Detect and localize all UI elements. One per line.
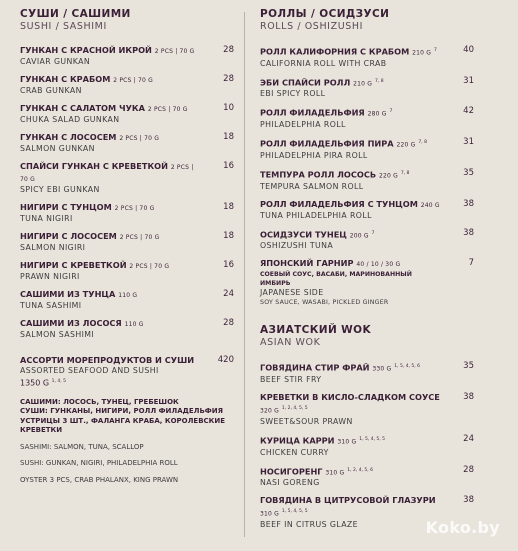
menu-item bbox=[20, 161, 234, 195]
menu-item bbox=[20, 103, 234, 125]
item-english-name: OSHIZUSHI TUNA bbox=[260, 241, 334, 251]
desc-en-1: SASHIMI: SALMON, TUNA, SCALLOP bbox=[20, 442, 144, 451]
item-weight: 2 PCS | 70 G bbox=[113, 77, 153, 84]
item-name: ГУНКАН С КРАСНОЙ ИКРОЙ 2 PCS | 70 G bbox=[20, 45, 195, 55]
item-english-name: TUNA NIGIRI bbox=[20, 214, 73, 223]
platter-item bbox=[20, 355, 234, 390]
item-price: 35 bbox=[463, 361, 474, 372]
item-english-name: TEMPURA SALMON ROLL bbox=[260, 181, 364, 191]
item-english-name: BEEF IN CITRUS GLAZE bbox=[260, 520, 358, 530]
item-price: 24 bbox=[463, 433, 474, 444]
item-english-name: BEEF STIR FRY bbox=[260, 375, 322, 385]
item-price: 16 bbox=[223, 260, 234, 270]
item-price: 18 bbox=[223, 231, 234, 241]
left-column bbox=[20, 8, 234, 485]
watermark-logo: Koko.by bbox=[425, 518, 500, 537]
item-name: ТЕМПУРА РОЛЛ ЛОСОСЬ 220 G $^{7, 8}$ bbox=[260, 169, 410, 180]
item-description-ru: СОЕВЫЙ СОУС, ВАСАБИ, МАРИНОВАННЫЙ ИМБИРЬ bbox=[260, 271, 412, 288]
item-english-name: TUNA PHILADELPHIA ROLL bbox=[260, 210, 372, 220]
item-name: САШИМИ ИЗ ЛОСОСЯ 110 G bbox=[20, 318, 144, 328]
platter-price: 420 bbox=[217, 355, 234, 365]
item-name: НИГИРИ С ЛОСОСЕМ 2 PCS | 70 G bbox=[20, 231, 160, 241]
item-name: КРЕВЕТКИ В КИСЛО-СЛАДКОМ СОУСЕ 320 G $^{1, 2, 4, 5, 5}$ bbox=[260, 392, 440, 415]
menu-item bbox=[260, 465, 474, 489]
sushi-list bbox=[20, 45, 234, 340]
item-english-name: CRAB GUNKAN bbox=[20, 86, 82, 95]
section-title-sushi: СУШИ / САШИМИ bbox=[20, 8, 131, 20]
item-weight: 2 PCS | 70 G bbox=[129, 263, 170, 270]
item-name: ЭБИ СПАЙСИ РОЛЛ 210 G $^{7, 8}$ bbox=[260, 77, 384, 88]
item-weight: 2 PCS | 70 G bbox=[119, 135, 160, 142]
item-english-name: CHUKA SALAD GUNKAN bbox=[20, 115, 120, 124]
menu-item bbox=[260, 392, 474, 427]
allergen-codes: 7, 8 bbox=[375, 78, 384, 84]
allergen-codes: 7 bbox=[371, 230, 375, 236]
item-english-name: SPICY EBI GUNKAN bbox=[20, 185, 100, 194]
item-price: 28 bbox=[223, 45, 234, 55]
platter-english: ASSORTED SEAFOOD AND SUSHI bbox=[20, 366, 159, 375]
platter-weight: 1350 G $^{1, 4, 5}$ bbox=[20, 378, 66, 388]
column-divider bbox=[244, 12, 245, 537]
item-weight: 110 G bbox=[118, 292, 138, 299]
item-english-name: PHILADELPHIA PIRA ROLL bbox=[260, 150, 368, 160]
rolls-list bbox=[260, 45, 474, 307]
section-title-wok: АЗИАТСКИЙ WOK bbox=[260, 324, 372, 337]
item-price: 31 bbox=[463, 137, 474, 148]
item-price: 38 bbox=[463, 495, 474, 506]
item-english-name: TUNA SASHIMI bbox=[20, 301, 82, 310]
desc-en-2: SUSHI: GUNKAN, NIGIRI, PHILADELPHIA ROLL bbox=[20, 459, 178, 468]
item-name: САШИМИ ИЗ ТУНЦА 110 G bbox=[20, 289, 138, 299]
item-price: 7 bbox=[468, 258, 474, 269]
item-english-name: JAPANESE SIDE bbox=[260, 288, 324, 298]
item-name: ГУНКАН С КРАБОМ 2 PCS | 70 G bbox=[20, 74, 153, 84]
item-english-name: NASI GORENG bbox=[260, 478, 320, 488]
item-english-name: PHILADELPHIA ROLL bbox=[260, 120, 346, 130]
section-subtitle-wok: ASIAN WOK bbox=[260, 337, 321, 349]
item-weight: 2 PCS | 70 G bbox=[119, 234, 160, 241]
item-price: 28 bbox=[223, 318, 234, 328]
item-price: 10 bbox=[223, 103, 234, 113]
item-name: ЯПОНСКИЙ ГАРНИР 40 / 10 / 30 G bbox=[260, 258, 401, 269]
item-name: РОЛЛ ФИЛАДЕЛЬФИЯ ПИРА 220 G $^{7, 8}$ bbox=[260, 138, 427, 149]
item-name: ГОВЯДИНА В ЦИТРУСОВОЙ ГЛАЗУРИ 310 G $^{1, 5, 4, 5, 5}$ bbox=[260, 495, 436, 519]
item-weight: 210 G bbox=[353, 80, 373, 88]
menu-item bbox=[260, 434, 474, 458]
item-weight: 2 PCS | 70 G bbox=[147, 106, 188, 113]
item-name: СПАЙСИ ГУНКАН С КРЕВЕТКОЙ 2 PCS | 70 G bbox=[20, 161, 194, 183]
allergen-codes: 1, 2, 4, 5, 5 bbox=[281, 406, 308, 412]
section-subtitle-sushi: SUSHI / SASHIMI bbox=[20, 21, 107, 32]
menu-item bbox=[20, 260, 234, 282]
allergen-codes: 7 bbox=[389, 109, 393, 115]
item-english-name: CALIFORNIA ROLL WITH CRAB bbox=[260, 58, 387, 68]
item-weight: 220 G bbox=[396, 141, 416, 149]
item-name: НИГИРИ С КРЕВЕТКОЙ 2 PCS | 70 G bbox=[20, 260, 170, 270]
item-price: 28 bbox=[223, 74, 234, 84]
menu-item bbox=[20, 231, 234, 253]
menu-item bbox=[260, 106, 474, 130]
menu-item bbox=[260, 168, 474, 192]
item-price: 42 bbox=[463, 106, 474, 117]
item-english-name: SALMON NIGIRI bbox=[20, 243, 86, 252]
section-subtitle-rolls: ROLLS / OSHIZUSHI bbox=[260, 21, 364, 32]
item-name: КУРИЦА КАРРИ 310 G $^{1, 5, 4, 5, 5}$ bbox=[260, 435, 386, 446]
right-column bbox=[260, 8, 474, 537]
item-weight: 320 G bbox=[260, 407, 280, 415]
allergen-codes: 7, 8 bbox=[400, 170, 410, 176]
item-english-name: SALMON GUNKAN bbox=[20, 144, 95, 153]
item-price: 28 bbox=[463, 464, 474, 475]
item-weight: 280 G bbox=[367, 111, 387, 119]
item-price: 18 bbox=[223, 202, 234, 212]
item-name: ГОВЯДИНА СТИР ФРАЙ 330 G $^{1, 5, 4, 5, 6}$ bbox=[260, 363, 421, 374]
item-weight: 310 G bbox=[337, 438, 357, 446]
item-description-en: SOY SAUCE, WASABI, PICKLED GINGER bbox=[260, 299, 389, 307]
allergen-codes: 1, 5, 4, 5, 5 bbox=[281, 509, 308, 515]
item-name: НОСИГОРЕНГ 310 G $^{1, 2, 4, 5, 6}$ bbox=[260, 466, 374, 477]
item-weight: 330 G bbox=[372, 366, 392, 374]
desc-ru-2: СУШИ: ГУНКАНЫ, НИГИРИ, РОЛЛ ФИЛАДЕЛЬФИЯ bbox=[20, 407, 223, 416]
item-price: 18 bbox=[223, 132, 234, 142]
item-english-name: SWEET&SOUR PRAWN bbox=[260, 416, 353, 426]
allergen-codes: 1, 2, 4, 5, 6 bbox=[347, 467, 374, 473]
menu-item bbox=[20, 132, 234, 154]
menu-item bbox=[260, 361, 474, 385]
item-name: РОЛЛ ФИЛАДЕЛЬФИЯ 280 G $^7$ bbox=[260, 108, 393, 119]
item-name: ГУНКАН С ЛОСОСЕМ 2 PCS | 70 G bbox=[20, 132, 160, 142]
item-weight: 2 PCS | 70 G bbox=[20, 164, 194, 183]
menu-item bbox=[20, 202, 234, 224]
item-price: 38 bbox=[463, 227, 474, 238]
item-weight: 110 G bbox=[124, 321, 144, 328]
item-name: ГУНКАН С САЛАТОМ ЧУКА 2 PCS | 70 G bbox=[20, 103, 188, 113]
allergen-codes: 1, 5, 4, 5, 5 bbox=[359, 436, 386, 442]
item-english-name: PRAWN NIGIRI bbox=[20, 272, 80, 281]
item-price: 16 bbox=[223, 161, 234, 171]
item-weight: 310 G bbox=[325, 469, 345, 477]
item-price: 24 bbox=[223, 289, 234, 299]
section-title-rolls: РОЛЛЫ / ОСИДЗУСИ bbox=[260, 8, 390, 20]
desc-en-3: OYSTER 3 PCS, CRAB PHALANX, KING PRAWN bbox=[20, 475, 179, 484]
desc-ru-1: САШИМИ: ЛОСОСЬ, ТУНЕЦ, ГРЕБЕШОК bbox=[20, 397, 179, 406]
allergen-codes: 7 bbox=[434, 48, 437, 53]
menu-item bbox=[260, 45, 474, 69]
item-english-name: CHICKEN CURRY bbox=[260, 447, 329, 457]
item-name: ОСИДЗУСИ ТУНЕЦ 200 G $^7$ bbox=[260, 229, 375, 240]
platter-name: АССОРТИ МОРЕПРОДУКТОВ И СУШИ bbox=[20, 355, 195, 365]
allergen-codes: 1, 5, 4, 5, 6 bbox=[394, 364, 421, 370]
platter-description bbox=[20, 398, 234, 486]
item-english-name: EBI SPICY ROLL bbox=[260, 89, 326, 99]
item-price: 40 bbox=[463, 45, 474, 55]
item-weight: 310 G bbox=[260, 511, 280, 519]
item-price: 38 bbox=[463, 198, 474, 209]
menu-item bbox=[20, 74, 234, 96]
item-weight: 240 G bbox=[420, 201, 440, 209]
wok-list bbox=[260, 361, 474, 530]
menu-item bbox=[260, 137, 474, 161]
item-name: РОЛЛ ФИЛАДЕЛЬФИЯ С ТУНЦОМ 240 G bbox=[260, 198, 440, 209]
menu-item bbox=[260, 76, 474, 100]
item-weight: 210 G bbox=[412, 49, 432, 57]
item-weight: 200 G bbox=[349, 232, 369, 240]
item-weight: 40 / 10 / 30 G bbox=[356, 261, 401, 269]
item-name: НИГИРИ С ТУНЦОМ 2 PCS | 70 G bbox=[20, 202, 155, 212]
item-english-name: SALMON SASHIMI bbox=[20, 330, 95, 339]
item-english-name: CAVIAR GUNKAN bbox=[20, 57, 91, 66]
allergen-codes: 7, 8 bbox=[418, 140, 427, 146]
item-weight: 2 PCS | 70 G bbox=[114, 205, 155, 212]
item-price: 38 bbox=[463, 392, 474, 403]
menu-item bbox=[20, 45, 234, 67]
desc-ru-3: УСТРИЦЫ 3 ШТ., ФАЛАНГА КРАБА, КОРОЛЕВСКИЕ КРЕВЕТКИ bbox=[20, 416, 226, 435]
menu-item bbox=[260, 258, 474, 307]
item-weight: 220 G bbox=[378, 172, 398, 180]
item-price: 35 bbox=[463, 167, 474, 178]
menu-item bbox=[20, 289, 234, 311]
menu-item bbox=[20, 318, 234, 340]
item-price: 31 bbox=[463, 75, 474, 86]
item-weight: 2 PCS | 70 G bbox=[154, 48, 195, 55]
menu-item bbox=[260, 199, 474, 221]
item-name: РОЛЛ КАЛИФОРНИЯ С КРАБОМ 210 G $^7$ bbox=[260, 46, 437, 57]
menu-item bbox=[260, 228, 474, 252]
